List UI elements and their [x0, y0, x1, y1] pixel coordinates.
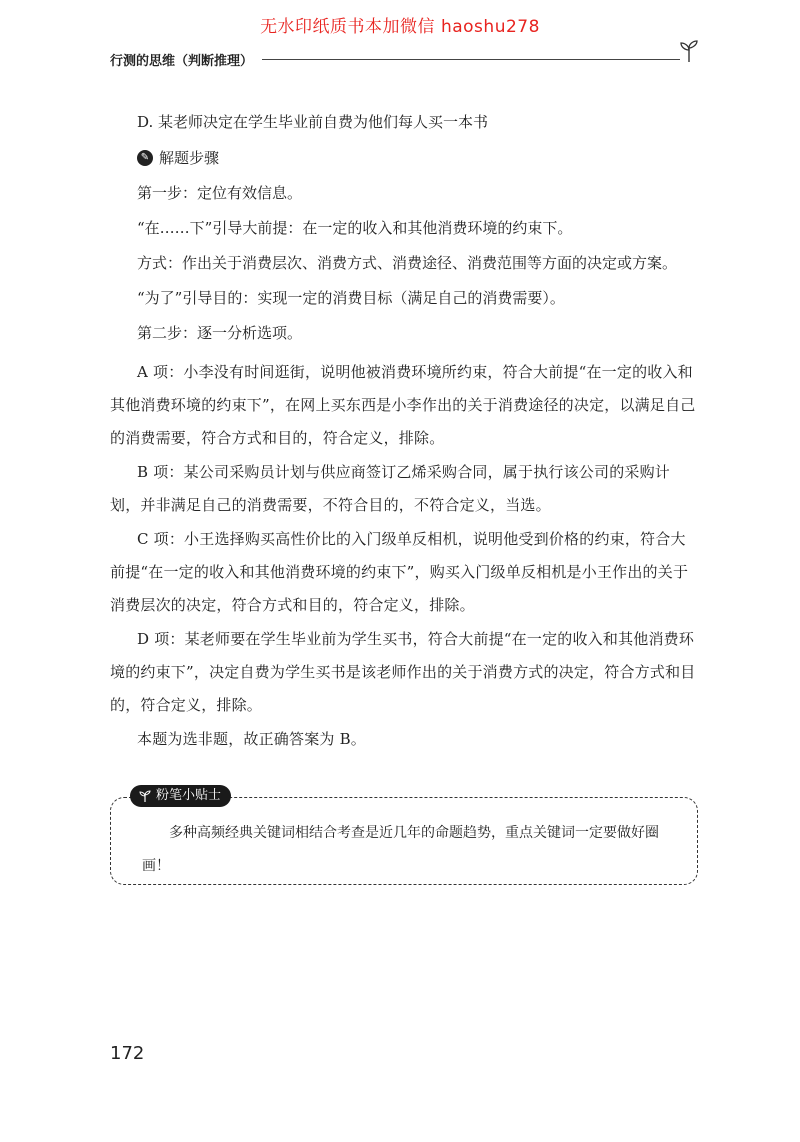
section-title-text: 解题步骤	[159, 149, 220, 167]
header-rule	[262, 59, 680, 60]
conclusion: 本题为选非题，故正确答案为 B。	[137, 730, 366, 748]
sprout-icon	[138, 789, 152, 803]
sprout-icon	[676, 38, 702, 64]
step-icon: ✎	[137, 150, 153, 166]
watermark: 无水印纸质书本加微信 haoshu278	[260, 17, 540, 37]
section-title	[137, 146, 700, 170]
page-number: 172	[110, 1043, 145, 1064]
purpose-line: “为了”引导目的：实现一定的消费目标（满足自己的消费需要）。	[137, 289, 565, 307]
step2-line: 第二步：逐一分析选项。	[137, 324, 303, 342]
analysis-a: A 项：小李没有时间逛街，说明他被消费环境所约束，符合大前提“在一定的收入和其他消费环境的约束下”，在网上买东西是小李作出的关于消费途径的决定，以满足自己的消费需要，符合方式和目的，符合定义，排除。	[110, 363, 696, 447]
option-d-line: D. 某老师决定在学生毕业前自费为他们每人买一本书	[137, 113, 489, 131]
tip-label-text: 粉笔小贴士	[156, 788, 222, 803]
analysis-b: B 项：某公司采购员计划与供应商签订乙烯采购合同，属于执行该公司的采购计划，并非满足自己的消费需要，不符合目的，不符合定义，当选。	[110, 463, 670, 514]
analysis-c: C 项：小王选择购买高性价比的入门级单反相机，说明他受到价格的约束，符合大前提“在一定的收入和其他消费环境的约束下”，购买入门级单反相机是小王作出的关于消费层次的决定，符合方式和目的，符合定义，排除。	[110, 530, 689, 614]
main-content	[110, 110, 700, 757]
analysis-d: D 项：某老师要在学生毕业前为学生买书，符合大前提“在一定的收入和其他消费环境的约束下”，决定自费为学生买书是该老师作出的关于消费方式的决定，符合方式和目的，符合定义，排除。	[110, 630, 696, 714]
premise-line: “在……下”引导大前提：在一定的收入和其他消费环境的约束下。	[137, 219, 573, 237]
tip-text: 多种高频经典关键词相结合考查是近几年的命题趋势，重点关键词一定要做好圈画！	[142, 825, 659, 874]
tip-label	[130, 785, 231, 807]
step1-line: 第一步：定位有效信息。	[137, 184, 303, 202]
running-head: 行测的思维（判断推理）	[110, 50, 259, 69]
method-line: 方式：作出关于消费层次、消费方式、消费途径、消费范围等方面的决定或方案。	[137, 254, 678, 272]
